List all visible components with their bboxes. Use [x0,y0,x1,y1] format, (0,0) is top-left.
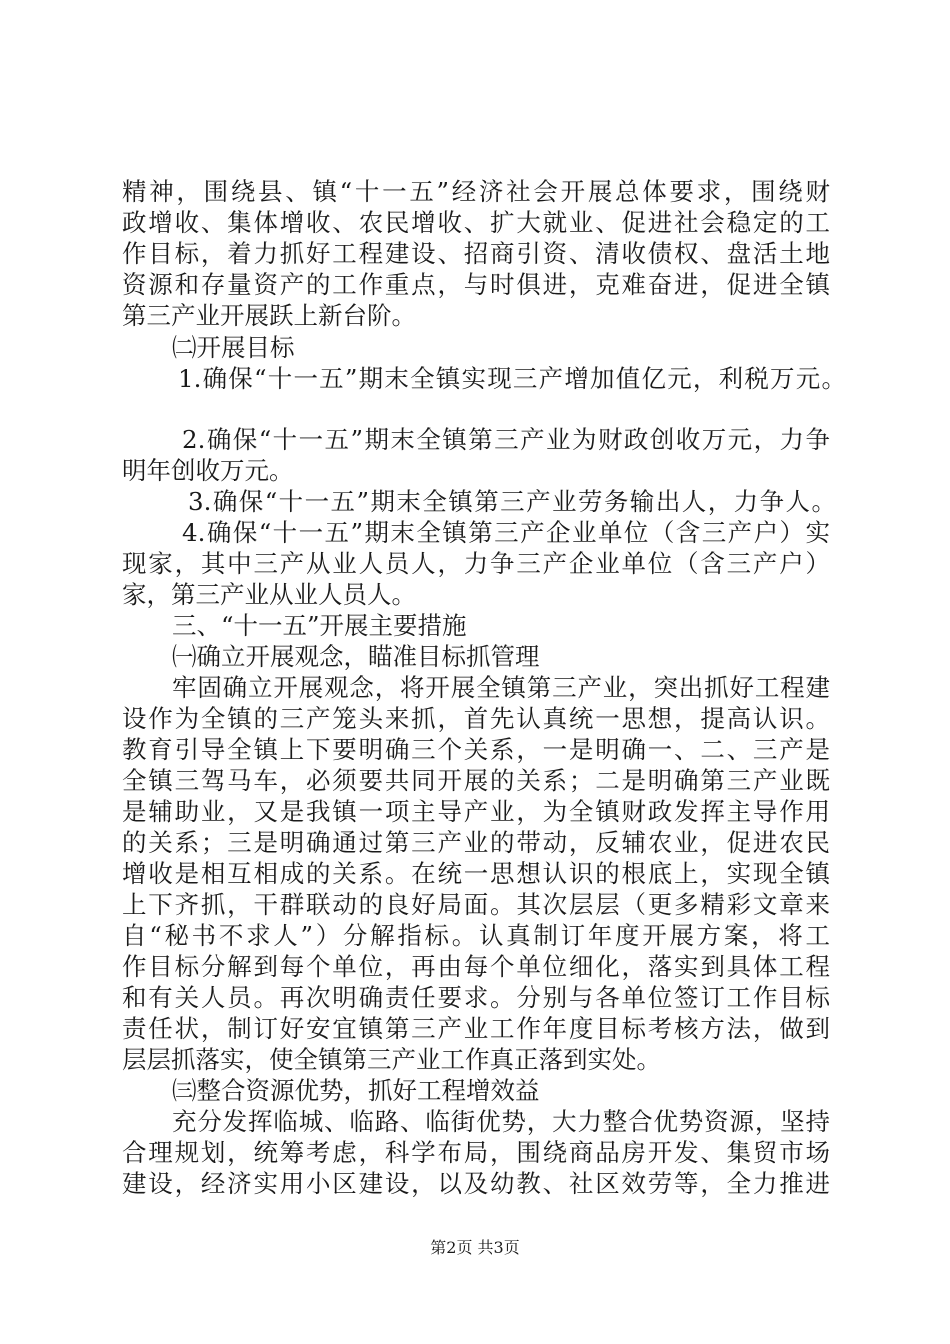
paragraph-line: 第三产业开展跃上新台阶。 [122,301,416,330]
list-item-continuation: 现家，其中三产从业人员人，力争三产企业单位（含三产户） [122,549,830,578]
paragraph-line: 政增收、集体增收、农民增收、扩大就业、促进社会稳定的工 [122,208,830,237]
list-item: 3.确保“十一五”期末全镇第三产业劳务输出人，力争人。 [188,487,836,516]
list-item: 2.确保“十一五”期末全镇第三产业为财政创收万元，力争 [182,425,830,454]
paragraph-line: 全镇三驾马车，必须要共同开展的关系；二是明确第三产业既 [122,766,830,795]
paragraph-line: 责任状，制订好安宜镇第三产业工作年度目标考核方法，做到 [122,1014,830,1043]
paragraph-line: 合理规划，统筹考虑，科学布局，围绕商品房开发、集贸市场 [122,1138,830,1167]
paragraph-line: 牢固确立开展观念，将开展全镇第三产业，突出抓好工程建 [172,673,830,702]
paragraph-line: 教育引导全镇上下要明确三个关系，一是明确一、二、三产是 [122,735,830,764]
paragraph-line: 增收是相互相成的关系。在统一思想认识的根底上，实现全镇 [122,859,830,888]
paragraph-line: 和有关人员。再次明确责任要求。分别与各单位签订工作目标 [122,983,830,1012]
paragraph-line: 设作为全镇的三产笼头来抓，首先认真统一思想，提高认识。 [122,704,830,733]
paragraph-line: 上下齐抓，干群联动的良好局面。其次层层（更多精彩文章来 [122,890,830,919]
paragraph-line: 建设，经济实用小区建设，以及幼教、社区效劳等，全力推进 [122,1169,830,1198]
list-item: 1.确保“十一五”期末全镇实现三产增加值亿元，利税万元。 [178,364,846,393]
list-item-continuation: 明年创收万元。 [122,456,294,485]
paragraph-line: 的关系；三是明确通过第三产业的带动，反辅农业，促进农民 [122,828,830,857]
paragraph-line: 作目标，着力抓好工程建设、招商引资、清收债权、盘活土地 [122,239,830,268]
page-number-footer: 第2页 共3页 [430,1238,520,1257]
paragraph-line: 充分发挥临城、临路、临街优势，大力整合优势资源，坚持 [172,1107,830,1136]
paragraph-line: 是辅助业，又是我镇一项主导产业，为全镇财政发挥主导作用 [122,797,830,826]
subsection-heading: ㈢整合资源优势，抓好工程增效益 [172,1076,540,1105]
section-heading: 三、“十一五”开展主要措施 [172,611,467,640]
list-item-continuation: 家，第三产业从业人员人。 [122,580,416,609]
paragraph-line: 精神，围绕县、镇“十一五”经济社会开展总体要求，围绕财 [122,177,830,206]
subsection-heading: ㈠确立开展观念，瞄准目标抓管理 [172,642,540,671]
paragraph-line: 作目标分解到每个单位，再由每个单位细化，落实到具体工程 [122,952,830,981]
paragraph-line: 自“秘书不求人”）分解指标。认真制订年度开展方案，将工 [122,921,830,950]
section-heading: ㈡开展目标 [172,333,295,362]
paragraph-line: 层层抓落实，使全镇第三产业工作真正落到实处。 [122,1045,661,1074]
paragraph-line: 资源和存量资产的工作重点，与时俱进，克难奋进，促进全镇 [122,270,830,299]
list-item: 4.确保“十一五”期末全镇第三产企业单位（含三产户）实 [182,518,830,547]
